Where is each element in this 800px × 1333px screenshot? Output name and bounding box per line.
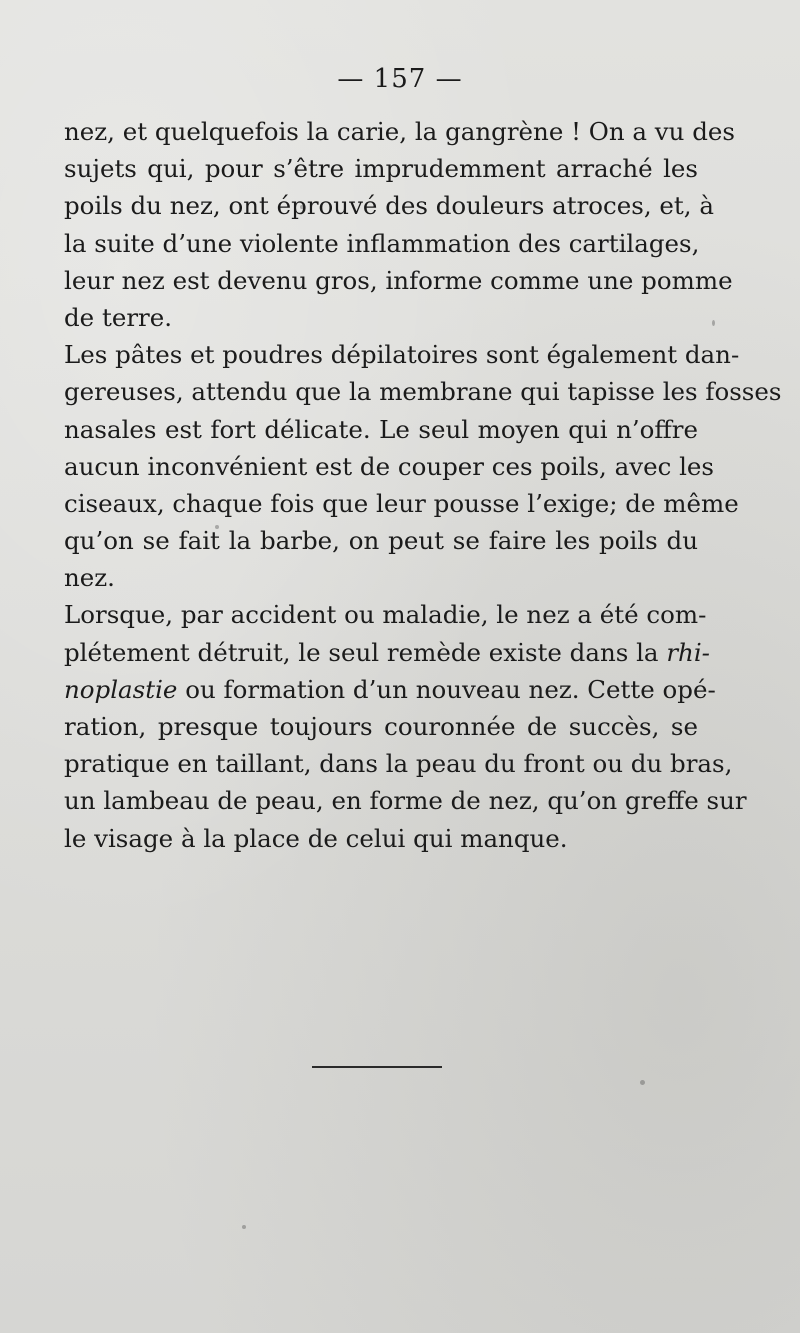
text-line: aucun inconvénient est de couper ces poils, avec les [64,451,714,481]
text-line: ration, presque toujours couronnée de succès, se [64,712,698,741]
text-line: plétement détruit, le seul remède existe dans la [64,637,659,667]
text-line: Lorsque, par accident ou maladie, le nez a été com- [64,600,707,630]
text-line: pratique en taillant, dans la peau du front ou du bras, [64,749,733,779]
ink-speck [300,205,304,209]
text-line: ou formation d’un nouveau nez. Cette opé- [185,674,716,704]
page-number: — 157 — [337,64,463,94]
ink-speck [215,525,219,529]
text-line: nez, et quelquefois la carie, la gangrène ! On a vu des [64,117,735,146]
text-line: la suite d’une violente inflammation des cartilages, [64,228,700,258]
italic-term: noplastie [64,674,178,704]
ink-speck [242,1225,246,1229]
text-line: nez. [64,563,115,593]
paragraph-1 [64,113,735,336]
italic-term: rhi- [666,637,710,667]
text-line-with-italic [64,671,716,708]
text-line: un lambeau de peau, en forme de nez, qu’on greffe sur [64,786,747,816]
ink-speck [640,1080,645,1085]
text-line: ciseaux, chaque fois que leur pousse l’exige; de même [64,488,739,518]
paragraph-3 [64,596,747,856]
text-line: Les pâtes et poudres dépilatoires sont également dan- [64,340,740,370]
text-line: de terre. [64,302,173,332]
body-text [64,113,782,857]
text-line: gereuses, attendu que la membrane qui tapisse les fosses [64,377,782,407]
text-line-with-italic [64,634,710,671]
text-line: nasales est fort délicate. Le seul moyen qui n’offre [64,414,698,444]
text-line: poils du nez, ont éprouvé des douleurs atroces, et, à [64,191,714,221]
text-line: leur nez est devenu gros, informe comme une pomme [64,265,733,295]
ink-speck [712,320,715,326]
text-line: sujets qui, pour s’être imprudemment arraché les [64,154,698,184]
text-line: qu’on se fait la barbe, on peut se faire les poils du [64,526,698,556]
text-line: le visage à la place de celui qui manque. [64,823,568,853]
section-divider [312,1066,442,1068]
paragraph-2 [64,336,782,596]
